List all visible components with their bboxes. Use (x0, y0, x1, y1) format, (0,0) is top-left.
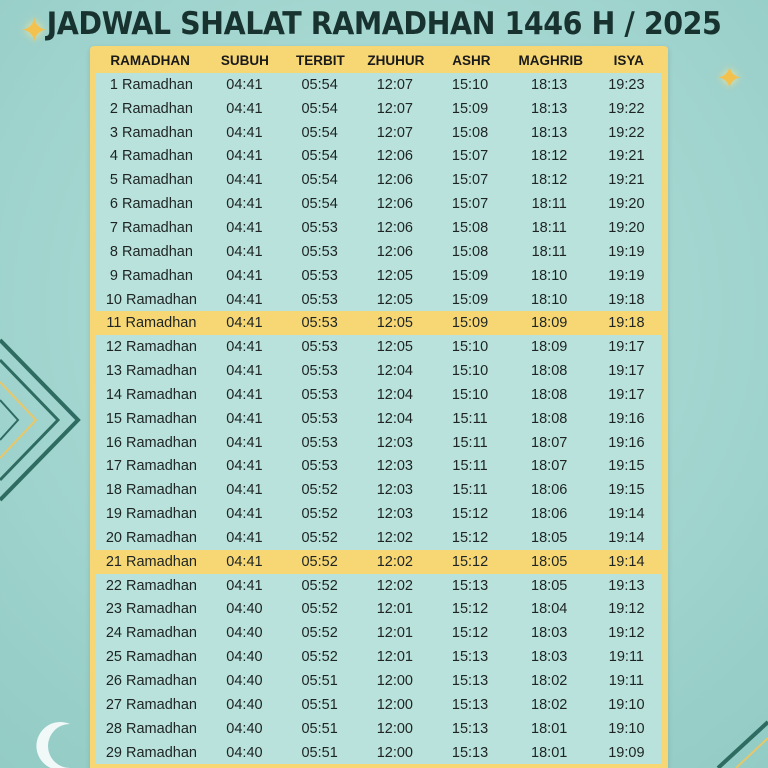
day-cell: 19 Ramadhan (105, 506, 197, 523)
day-cell: 17 Ramadhan (105, 458, 197, 475)
ashr-cell: 15:08 (451, 219, 489, 236)
day-cell: 22 Ramadhan (105, 577, 197, 594)
day-cell: 23 Ramadhan (105, 601, 197, 618)
maghrib-cell: 18:12 (531, 148, 568, 165)
subuh-cell: 04:40 (226, 720, 263, 737)
day-cell: 6 Ramadhan (109, 196, 193, 213)
table-header (93, 48, 665, 72)
table-row (96, 240, 662, 264)
table-row (96, 645, 662, 669)
maghrib-cell: 18:01 (531, 720, 568, 737)
terbit-cell: 05:54 (301, 148, 338, 165)
zhuhur-cell: 12:00 (376, 720, 413, 737)
ashr-cell: 15:08 (451, 243, 489, 260)
ashr-cell: 15:07 (451, 172, 489, 189)
day-cell: 4 Ramadhan (109, 148, 193, 165)
ashr-cell: 15:11 (452, 434, 488, 451)
sparkle-star-icon: ✦ (716, 60, 743, 96)
terbit-cell: 05:52 (301, 649, 338, 666)
header-ramadhan: RAMADHAN (110, 52, 190, 68)
table-row (96, 598, 662, 622)
maghrib-cell: 18:10 (531, 267, 568, 284)
crescent-moon-icon (30, 718, 86, 768)
table-row (96, 192, 662, 216)
header-zhuhur: ZHUHUR (367, 52, 425, 68)
day-cell: 21 Ramadhan (105, 553, 197, 570)
table-row (96, 741, 662, 765)
maghrib-cell: 18:06 (531, 482, 568, 499)
zhuhur-cell: 12:07 (376, 100, 413, 117)
maghrib-cell: 18:13 (531, 100, 568, 117)
subuh-cell: 04:41 (226, 219, 263, 236)
zhuhur-cell: 12:03 (376, 458, 413, 475)
day-cell: 1 Ramadhan (109, 76, 193, 93)
zhuhur-cell: 12:03 (376, 482, 413, 499)
day-cell: 15 Ramadhan (105, 410, 197, 427)
zhuhur-cell: 12:00 (376, 673, 413, 690)
terbit-cell: 05:51 (301, 673, 338, 690)
maghrib-cell: 18:05 (531, 529, 568, 546)
subuh-cell: 04:40 (226, 625, 263, 642)
maghrib-cell: 18:13 (531, 76, 568, 93)
zhuhur-cell: 12:01 (376, 649, 413, 666)
maghrib-cell: 18:08 (531, 386, 568, 403)
terbit-cell: 05:53 (301, 291, 338, 308)
day-cell: 5 Ramadhan (109, 172, 193, 189)
table-row (96, 431, 662, 455)
isya-cell: 19:18 (608, 291, 645, 308)
day-cell: 27 Ramadhan (105, 696, 197, 713)
maghrib-cell: 18:02 (531, 673, 568, 690)
diamond-ornament-icon (708, 720, 768, 768)
subuh-cell: 04:41 (226, 529, 263, 546)
header-subuh: SUBUH (220, 52, 269, 68)
subuh-cell: 04:41 (226, 124, 263, 141)
ashr-cell: 15:09 (451, 291, 489, 308)
ashr-cell: 15:11 (452, 410, 488, 427)
day-cell: 10 Ramadhan (105, 291, 197, 308)
table-row (96, 502, 662, 526)
day-cell: 13 Ramadhan (105, 363, 197, 380)
maghrib-cell: 18:04 (531, 601, 568, 618)
table-row (96, 168, 662, 192)
day-cell: 9 Ramadhan (109, 267, 193, 284)
terbit-cell: 05:54 (301, 100, 338, 117)
subuh-cell: 04:41 (226, 315, 263, 332)
day-cell: 8 Ramadhan (109, 243, 193, 260)
table-row (96, 669, 662, 693)
terbit-cell: 05:53 (301, 243, 338, 260)
day-cell: 3 Ramadhan (109, 124, 193, 141)
subuh-cell: 04:41 (226, 363, 263, 380)
ashr-cell: 15:13 (451, 673, 489, 690)
subuh-cell: 04:40 (226, 673, 263, 690)
maghrib-cell: 18:08 (531, 363, 568, 380)
zhuhur-cell: 12:06 (376, 196, 413, 213)
subuh-cell: 04:41 (226, 458, 263, 475)
zhuhur-cell: 12:05 (376, 267, 413, 284)
table-row (96, 455, 662, 479)
isya-cell: 19:21 (608, 148, 645, 165)
isya-cell: 19:17 (608, 386, 645, 403)
isya-cell: 19:22 (608, 100, 645, 117)
ashr-cell: 15:11 (452, 458, 488, 475)
isya-cell: 19:22 (608, 124, 645, 141)
ashr-cell: 15:07 (451, 148, 489, 165)
table-row (96, 121, 662, 145)
zhuhur-cell: 12:05 (376, 315, 413, 332)
subuh-cell: 04:41 (226, 434, 263, 451)
table-row (96, 264, 662, 288)
ashr-cell: 15:11 (452, 482, 488, 499)
terbit-cell: 05:51 (301, 720, 338, 737)
isya-cell: 19:14 (608, 553, 645, 570)
table-row (96, 145, 662, 169)
zhuhur-cell: 12:05 (376, 291, 413, 308)
terbit-cell: 05:51 (301, 744, 338, 761)
subuh-cell: 04:40 (226, 649, 263, 666)
ashr-cell: 15:12 (451, 506, 489, 523)
day-cell: 18 Ramadhan (105, 482, 197, 499)
terbit-cell: 05:53 (301, 315, 338, 332)
zhuhur-cell: 12:00 (376, 744, 413, 761)
ashr-cell: 15:10 (451, 363, 489, 380)
table-row (96, 574, 662, 598)
table-row (96, 288, 662, 312)
day-cell: 29 Ramadhan (105, 744, 197, 761)
maghrib-cell: 18:02 (531, 696, 568, 713)
maghrib-cell: 18:03 (531, 625, 568, 642)
ashr-cell: 15:09 (451, 315, 489, 332)
zhuhur-cell: 12:06 (376, 148, 413, 165)
terbit-cell: 05:52 (301, 601, 338, 618)
header-isya: ISYA (613, 52, 644, 68)
ashr-cell: 15:10 (451, 76, 489, 93)
terbit-cell: 05:53 (301, 434, 338, 451)
terbit-cell: 05:52 (301, 625, 338, 642)
zhuhur-cell: 12:04 (376, 386, 413, 403)
ashr-cell: 15:12 (451, 529, 489, 546)
isya-cell: 19:17 (608, 363, 645, 380)
ashr-cell: 15:12 (451, 601, 489, 618)
maghrib-cell: 18:12 (531, 172, 568, 189)
day-cell: 11 Ramadhan (106, 315, 197, 332)
isya-cell: 19:18 (608, 315, 645, 332)
zhuhur-cell: 12:01 (376, 601, 413, 618)
terbit-cell: 05:52 (301, 553, 338, 570)
terbit-cell: 05:53 (301, 386, 338, 403)
terbit-cell: 05:53 (301, 267, 338, 284)
zhuhur-cell: 12:00 (376, 696, 413, 713)
maghrib-cell: 18:09 (531, 339, 568, 356)
subuh-cell: 04:41 (226, 172, 263, 189)
maghrib-cell: 18:03 (531, 649, 568, 666)
maghrib-cell: 18:09 (531, 315, 568, 332)
ashr-cell: 15:07 (451, 196, 489, 213)
header-maghrib: MAGHRIB (518, 52, 584, 68)
subuh-cell: 04:40 (226, 744, 263, 761)
terbit-cell: 05:52 (301, 529, 338, 546)
zhuhur-cell: 12:01 (376, 625, 413, 642)
isya-cell: 19:11 (608, 649, 644, 666)
table-row (96, 478, 662, 502)
table-row (96, 693, 662, 717)
isya-cell: 19:21 (608, 172, 645, 189)
ashr-cell: 15:10 (451, 339, 489, 356)
day-cell: 2 Ramadhan (109, 100, 193, 117)
isya-cell: 19:19 (608, 243, 645, 260)
ashr-cell: 15:12 (451, 625, 489, 642)
subuh-cell: 04:40 (226, 696, 263, 713)
isya-cell: 19:10 (608, 696, 645, 713)
terbit-cell: 05:54 (301, 196, 338, 213)
subuh-cell: 04:41 (226, 410, 263, 427)
isya-cell: 19:17 (608, 339, 645, 356)
isya-cell: 19:11 (608, 673, 644, 690)
terbit-cell: 05:52 (301, 577, 338, 594)
isya-cell: 19:09 (608, 744, 645, 761)
table-row (96, 383, 662, 407)
ashr-cell: 15:08 (451, 124, 489, 141)
zhuhur-cell: 12:05 (376, 339, 413, 356)
table-row (96, 526, 662, 550)
isya-cell: 19:12 (608, 601, 645, 618)
table-row (93, 550, 665, 574)
isya-cell: 19:12 (608, 625, 645, 642)
subuh-cell: 04:41 (226, 76, 263, 93)
day-cell: 14 Ramadhan (105, 386, 197, 403)
zhuhur-cell: 12:03 (376, 506, 413, 523)
maghrib-cell: 18:05 (531, 577, 568, 594)
maghrib-cell: 18:13 (531, 124, 568, 141)
zhuhur-cell: 12:06 (376, 172, 413, 189)
ashr-cell: 15:09 (451, 267, 489, 284)
zhuhur-cell: 12:02 (376, 553, 413, 570)
subuh-cell: 04:41 (226, 553, 263, 570)
maghrib-cell: 18:01 (531, 744, 568, 761)
subuh-cell: 04:41 (226, 148, 263, 165)
terbit-cell: 05:53 (301, 458, 338, 475)
diamond-ornament-icon (0, 330, 90, 510)
subuh-cell: 04:41 (226, 577, 263, 594)
maghrib-cell: 18:11 (531, 243, 567, 260)
page-title: JADWAL SHALAT RAMADHAN 1446 H / 2025 (46, 6, 722, 42)
isya-cell: 19:19 (608, 267, 645, 284)
table-row (96, 97, 662, 121)
day-cell: 25 Ramadhan (105, 649, 197, 666)
subuh-cell: 04:41 (226, 482, 263, 499)
isya-cell: 19:20 (608, 219, 645, 236)
subuh-cell: 04:40 (226, 601, 263, 618)
ashr-cell: 15:13 (451, 577, 489, 594)
subuh-cell: 04:41 (226, 291, 263, 308)
table-row (96, 73, 662, 97)
maghrib-cell: 18:05 (531, 553, 568, 570)
table-row (96, 407, 662, 431)
zhuhur-cell: 12:03 (376, 434, 413, 451)
zhuhur-cell: 12:02 (376, 577, 413, 594)
subuh-cell: 04:41 (226, 506, 263, 523)
zhuhur-cell: 12:07 (376, 76, 413, 93)
maghrib-cell: 18:11 (531, 219, 567, 236)
terbit-cell: 05:53 (301, 219, 338, 236)
zhuhur-cell: 12:06 (376, 243, 413, 260)
day-cell: 20 Ramadhan (105, 529, 197, 546)
ashr-cell: 15:12 (451, 553, 489, 570)
isya-cell: 19:14 (608, 529, 645, 546)
maghrib-cell: 18:07 (531, 434, 568, 451)
table-row (96, 335, 662, 359)
isya-cell: 19:23 (608, 76, 645, 93)
ashr-cell: 15:13 (451, 744, 489, 761)
terbit-cell: 05:54 (301, 124, 338, 141)
isya-cell: 19:16 (608, 434, 645, 451)
subuh-cell: 04:41 (226, 100, 263, 117)
zhuhur-cell: 12:04 (376, 363, 413, 380)
terbit-cell: 05:52 (301, 482, 338, 499)
table-row (96, 621, 662, 645)
isya-cell: 19:20 (608, 196, 645, 213)
subuh-cell: 04:41 (226, 243, 263, 260)
isya-cell: 19:15 (608, 482, 645, 499)
isya-cell: 19:15 (608, 458, 645, 475)
ashr-cell: 15:10 (451, 386, 489, 403)
table-row (96, 216, 662, 240)
terbit-cell: 05:54 (301, 76, 338, 93)
header-terbit: TERBIT (296, 52, 345, 68)
table-row (96, 717, 662, 741)
ashr-cell: 15:13 (451, 649, 489, 666)
isya-cell: 19:10 (608, 720, 645, 737)
schedule-table-body (96, 73, 662, 764)
day-cell: 12 Ramadhan (105, 339, 197, 356)
subuh-cell: 04:41 (226, 196, 263, 213)
terbit-cell: 05:54 (301, 172, 338, 189)
maghrib-cell: 18:10 (531, 291, 568, 308)
isya-cell: 19:14 (608, 506, 645, 523)
ashr-cell: 15:13 (451, 720, 489, 737)
zhuhur-cell: 12:02 (376, 529, 413, 546)
maghrib-cell: 18:08 (531, 410, 568, 427)
terbit-cell: 05:53 (301, 339, 338, 356)
subuh-cell: 04:41 (226, 267, 263, 284)
maghrib-cell: 18:11 (531, 196, 567, 213)
day-cell: 7 Ramadhan (109, 219, 193, 236)
day-cell: 24 Ramadhan (105, 625, 197, 642)
ashr-cell: 15:09 (451, 100, 489, 117)
zhuhur-cell: 12:04 (376, 410, 413, 427)
maghrib-cell: 18:07 (531, 458, 568, 475)
terbit-cell: 05:52 (301, 506, 338, 523)
ashr-cell: 15:13 (451, 696, 489, 713)
sparkle-star-icon: ✦ (20, 12, 49, 50)
header-ashr: ASHR (452, 52, 491, 68)
terbit-cell: 05:51 (301, 696, 338, 713)
day-cell: 16 Ramadhan (105, 434, 197, 451)
maghrib-cell: 18:06 (531, 506, 568, 523)
subuh-cell: 04:41 (226, 386, 263, 403)
isya-cell: 19:16 (608, 410, 645, 427)
table-row (96, 359, 662, 383)
day-cell: 26 Ramadhan (105, 673, 197, 690)
table-row (93, 311, 665, 335)
terbit-cell: 05:53 (301, 363, 338, 380)
day-cell: 28 Ramadhan (105, 720, 197, 737)
zhuhur-cell: 12:06 (376, 219, 413, 236)
terbit-cell: 05:53 (301, 410, 338, 427)
subuh-cell: 04:41 (226, 339, 263, 356)
isya-cell: 19:13 (608, 577, 645, 594)
zhuhur-cell: 12:07 (376, 124, 413, 141)
